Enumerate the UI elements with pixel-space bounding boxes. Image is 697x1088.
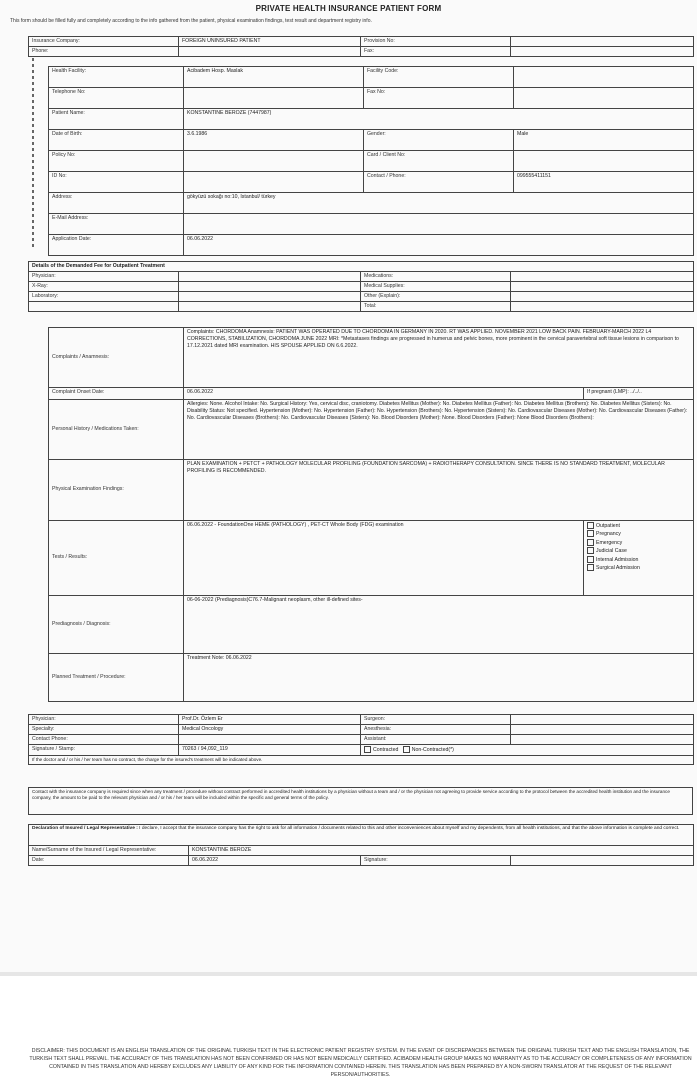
address-value: gökyüzü sokağı no:10, Istanbul/ türkey [184,193,694,214]
health-facility-value: Acibadem Hosp. Maslak [184,67,364,88]
tests-label: Tests / Results: [49,521,184,596]
provision-no-label: Provision No: [361,37,511,47]
option-emergency[interactable]: Emergency [587,539,690,547]
assistant-label: Assistant: [361,735,511,745]
email-label: E-Mail Address: [49,214,184,235]
option-surgical[interactable]: Surgical Admission [587,564,690,572]
physician-table [28,714,694,765]
anesthesia-label: Anesthesia: [361,725,511,735]
contact-note: Contact with the insurance company is required since when any treatment / procedure without contract performed in accredited health institutions by a physician without a team and / or the physician not agreeing to provide service according to the protocol between the accredited health institution and the insurance company, the amount to be paid to the relevant physician and / or his / her team will be included within the specific and general terms of the policy. [29,788,693,815]
contract-note: If the doctor and / or his / her team has no contract, the charge for the insured's treatment will be indicated above. [29,755,694,764]
health-facility-label: Health Facility: [49,67,184,88]
contracted-label: Contracted [373,746,399,753]
fees-header: Details of the Demanded Fee for Outpatient Treatment [29,262,694,272]
declaration-date-value: 06.06.2022 [189,856,361,866]
option-pregnancy[interactable]: Pregnancy [587,530,690,538]
provision-no-value [511,37,694,47]
fee-other-label: Other (Explain): [361,292,511,302]
declaration-date-label: Date: [29,856,189,866]
application-date-label: Application Date: [49,235,184,256]
card-no-label: Card / Client No: [364,151,514,172]
dob-value: 3.6.1986 [184,130,364,151]
checkbox-icon[interactable] [403,746,410,753]
fee-physician-label: Physician: [29,272,179,282]
telephone-label: Telephone No: [49,88,184,109]
contact-phone-value: 099555411151 [514,172,694,193]
exam-label: Physical Examination Findings: [49,460,184,521]
side-strip [30,58,36,248]
specialty-label: Specialty: [29,725,179,735]
patient-table [48,66,694,256]
insurance-company-label: Insurance Company: [29,37,179,47]
contract-options [361,745,694,756]
insurance-table [28,36,694,57]
insurance-company-value: FOREIGN UNINSURED PATIENT [179,37,361,47]
clinical-table [48,327,694,702]
prediagnosis-value: 06-06-2022 (Prediagnosis)C76.7-Malignant neoplasm, other ill-defined sites- [184,596,694,654]
declaration-title: Declaration of Insured / Legal Representative : [32,826,138,831]
checkbox-icon[interactable] [587,556,594,563]
disclaimer: DISCLAIMER: THIS DOCUMENT IS AN ENGLISH TRANSLATION OF THE ORIGINAL TURKISH TEXT IN THE ELECTRONIC PATIENT REGISTRY SYSTEM. IN THE EVENT OF DISCREPANCIES BETWEEN THE ORIGINAL TURKISH TEXT AND THE ENGLISH TRANSLATION, THE TURKISH TEXT SHALL PREVAIL. THE ACCURACY OF THIS TRANSLATION HAS NOT BEEN CONFIRMED OR HAS NOT BEEN MEDICALLY CERTIFIED. ACIBADEM HEALTH GROUP MAKES NO WARRANTY AS TO THE ACCURACY OR COMPLETENESS OF ANY INFORMATION CONTAINED IN THIS TRANSLATION AND HEREBY EXCLUDES ANY LIABILITY OF ANY KIND FOR THE INFORMATION CONTAINED HEREIN. THIS TRANSLATION HAS BEEN PREPARED BY A NON-SWORN TRANSLATOR AT THE REQUEST OF THE RELEVANT PERSON/AUTHORITIES. [29,1048,692,1079]
id-no-label: ID No: [49,172,184,193]
option-outpatient[interactable]: Outpatient [587,522,690,530]
planned-label: Planned Treatment / Procedure: [49,654,184,702]
complaints-value: Complaints: CHORDOMA Anamnesis: PATIENT WAS OPERATED DUE TO CHORDOMA IN GERMANY IN 2020. RT WAS APPLIED. NOVEMBER 2021 LOW BACK PAIN. FEBRUARY-MARCH 2022 L4 CORRECTIONS, STABILIZATION, CHORDOMA JUNE 2022 MRI: *Metastases findings are progressed in humerus and pelvic bones, more prominent in the cervical paravertebral soft tissue lesions in comparison to 17.12.2021 dated MRI examination. HIS SPOUSE APPLIED ON 6.6.2022. [184,328,694,388]
contact-note-table [28,787,693,815]
fax-value [511,47,694,57]
fax-label: Fax: [361,47,511,57]
declaration-table [28,824,694,866]
facility-code-label: Facility Code: [364,67,514,88]
fee-medications-label: Medications: [361,272,511,282]
checkbox-icon[interactable] [587,547,594,554]
fee-total-label: Total: [361,302,511,312]
insured-name-label: Name/Surname of the Insured / Legal Representative: [29,846,189,856]
physician-value: Prof.Dr. Özlem Er [179,715,361,725]
prediagnosis-label: Prediagnosis / Diagnosis: [49,596,184,654]
phone-label: Phone: [29,47,179,57]
address-label: Address: [49,193,184,214]
signature-stamp-label: Signature / Stamp: [29,745,179,756]
fax-no-label: Fax No: [364,88,514,109]
fee-xray-label: X-Ray: [29,282,179,292]
policy-no-label: Policy No: [49,151,184,172]
fee-laboratory-label: Laboratory: [29,292,179,302]
application-date-value: 06.06.2022 [184,235,694,256]
checkbox-icon[interactable] [587,539,594,546]
phone-value [179,47,361,57]
insured-name-value: KONSTANTINE BEROZE [189,846,694,856]
non-contracted-label: Non-Contracted(*) [411,746,454,753]
form-title: PRIVATE HEALTH INSURANCE PATIENT FORM [255,4,442,13]
onset-label: Complaint Onset Date: [49,388,184,400]
gender-value: Male [514,130,694,151]
fee-supplies-label: Medical Supplies: [361,282,511,292]
page-separator [0,972,697,976]
complaints-label: Complaints / Anamnesis: [49,328,184,388]
exam-value: PLAN EXAMINATION + PETCT + PATHOLOGY MOLECULAR PROFILING (FOUNDATION SARCOMA) + RADIOTHERAPY CONSULTATION. SINCE THERE IS NO STANDARD TREATMENT, MOLECULAR PROFILING IS RECOMMENDED. [184,460,694,521]
option-judicial[interactable]: Judicial Case [587,547,690,555]
dob-label: Date of Birth: [49,130,184,151]
checkbox-icon[interactable] [587,530,594,537]
contact-phone-label: Contact / Phone: [364,172,514,193]
patient-name-label: Patient Name: [49,109,184,130]
fees-table [28,261,694,312]
contact-phone-label: Contact Phone: [29,735,179,745]
checkbox-icon[interactable] [587,522,594,529]
patient-name-value: KONSTANTINE BEROZE (7447987) [184,109,694,130]
declaration-signature-label: Signature: [361,856,511,866]
checkbox-icon[interactable] [364,746,371,753]
admission-options [584,521,694,596]
signature-stamp-value: 70263 / 94,092_119 [179,745,361,756]
onset-value: 06.06.2022 [184,388,584,400]
history-label: Personal History / Medications Taken: [49,400,184,460]
gender-label: Gender: [364,130,514,151]
form-subtitle: This form should be filled fully and completely according to the info gathered from the patient, physical examination findings, test result and department registry info. [10,18,372,24]
option-internal[interactable]: Internal Admission [587,556,690,564]
specialty-value: Medical Oncology [179,725,361,735]
physician-label: Physician: [29,715,179,725]
checkbox-icon[interactable] [587,564,594,571]
lmp-label: If pregnant (LMP): ../../.. [584,388,694,400]
surgeon-label: Surgeon: [361,715,511,725]
tests-value: 06.06.2022 - FoundationOne HEME (PATHOLOGY) , PET-CT Whole Body (FDG) examination [184,521,584,596]
planned-value: Treatment Note: 06.06.2022 [184,654,694,702]
history-value: Allergies: None. Alcohol Intake: No. Surgical History: Yes, cervical disc, craniotomy. Diabetes Mellitus (Mother): No. Diabetes Mellitus (Father): No. Diabetes Mellitus (Brothers): No. Diabetes Mellitus (Sisters): No. Disability Status: Not specified. Hypertension (Mother): No. Hypertension (Father): No. Hypertension (Brothers): No. Hypertension (Sisters): No. Cardiovascular Diseases (Mother): No. Cardiovascular Diseases (Father): No. Cardiovascular Diseases (Brothers): No. Cardiovascular Diseases (Sisters): No. Blood Disorders (Mother): None. Blood Disorders (Father): None Blood Disorders (Brothers): [184,400,694,460]
declaration-text: Declaration of Insured / Legal Representative : I declare, I accept that the insurance company has the right to ask for all information / documents related to this and other inconveniences about myself and my dependents, from all health institutions, and that the above information is complete and correct. [29,825,694,846]
